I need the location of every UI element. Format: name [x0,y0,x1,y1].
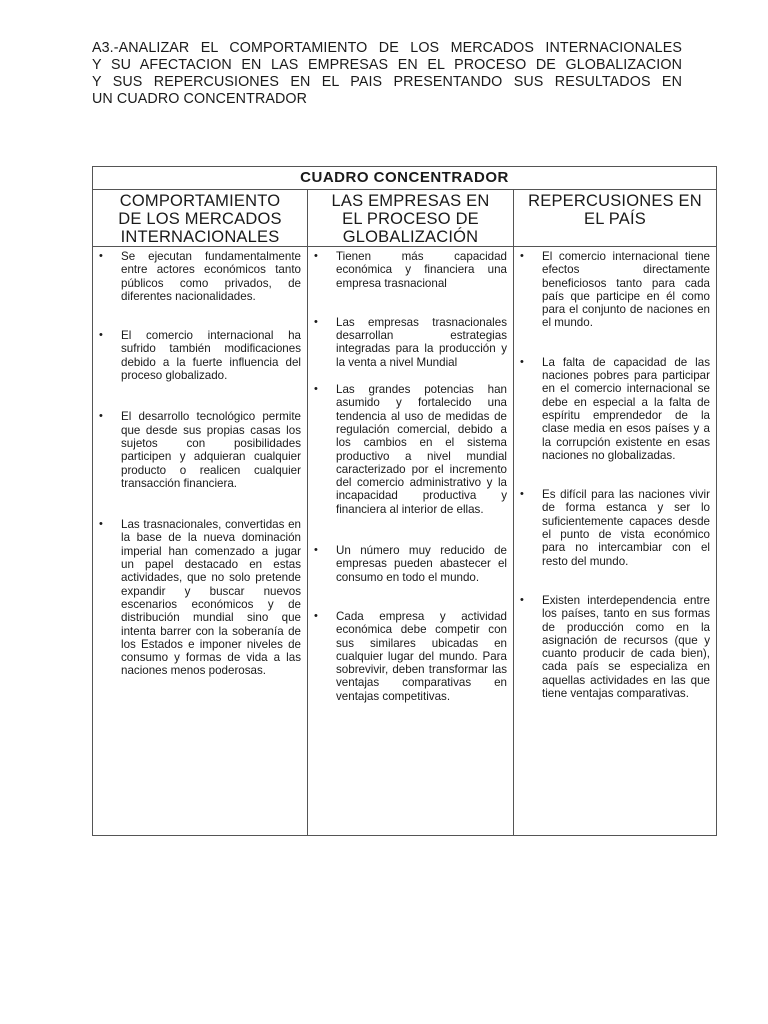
column-header-line: DE LOS MERCADOS [118,210,282,228]
list-item [314,610,507,703]
list-item [314,316,507,369]
list-item [520,488,710,568]
list-item-text: Cada empresa y actividad económica debe competir con sus similares ubicadas en cualquier lugar del mundo. Para sobrevivir, deben transformar las ventajas comparativas en ventajas competitivas. [336,609,507,703]
bullet-list [520,250,710,700]
list-item [99,410,301,490]
list-item [314,383,507,516]
bullet-icon: • [99,518,103,531]
list-item-text: Tienen más capacidad económica y financiera una empresa trasnacional [336,250,507,290]
column-header-line: GLOBALIZACIÓN [342,228,479,246]
column-header [93,190,307,247]
concentrator-table [92,166,717,836]
column-mercados [93,190,307,835]
list-item-text: Un número muy reducido de empresas pueden abastecer el consumo en todo el mundo. [336,544,507,584]
heading-line-3: Y SUS REPERCUSIONES EN EL PAIS PRESENTANDO SUS RESULTADOS EN [92,74,682,90]
bullet-icon: • [314,544,318,557]
bullet-icon: • [314,315,318,328]
list-item-text: Las grandes potencias han asumido y fortalecido una tendencia al uso de medidas de regulación comercial, debido a los cambios en el sistema productivo a nivel mundial caracterizado por el incremento del comercio administrativo y la incapacidad productiva y financiera al interior de ellas. [336,383,507,516]
list-item [99,329,301,382]
heading-line-4: UN CUADRO CONCENTRADOR [92,91,308,107]
list-item [314,544,507,584]
document-heading [92,40,682,108]
list-item [520,356,710,462]
heading-line-1: A3.-ANALIZAR EL COMPORTAMIENTO DE LOS MERCADOS INTERNACIONALES [92,40,682,56]
column-header-line: COMPORTAMIENTO [119,192,281,210]
bullet-icon: • [520,488,524,501]
list-item-text: Las empresas trasnacionales desarrollan estrategias integradas para la producción y la venta a nivel Mundial [336,315,507,369]
bullet-icon: • [314,250,318,262]
list-item [99,518,301,678]
column-header [308,190,513,247]
column-header-line: REPERCUSIONES EN [528,192,702,210]
list-item-text: El desarrollo tecnológico permite que desde sus propias casas los sujetos con posibilidades participen y adquieran cualquier producto o realicen cualquier transacción financiera. [121,410,301,490]
bullet-icon: • [314,383,318,396]
list-item-text: Se ejecutan fundamentalmente entre actores económicos tanto públicos como privados, de diferentes nacionalidades. [121,250,301,303]
column-header-line: INTERNACIONALES [120,228,280,246]
table-title: CUADRO CONCENTRADOR [93,167,716,190]
list-item-text: Es difícil para las naciones vivir de forma estanca y ser lo suficientemente capaces desde el punto de vista económico para no intercambiar con el resto del mundo. [542,488,710,568]
bullet-icon: • [520,250,524,262]
column-header [514,190,716,247]
column-header-line: EL PAÍS [584,210,646,228]
list-item-text: El comercio internacional ha sufrido también modificaciones debido a la fuerte influencia del proceso globalizado. [121,329,301,383]
heading-line-2: Y SU AFECTACION EN LAS EMPRESAS EN EL PROCESO DE GLOBALIZACION [92,57,682,73]
column-repercusiones [513,190,716,835]
list-item-text: Existen interdependencia entre los países, tanto en sus formas de producción como en la asignación de recursos (que y cuanto producir de cada bien), cada país se especializa en aquellas actividades en las que tiene ventajas comparativas. [542,593,710,701]
list-item [314,250,507,290]
list-item [520,594,710,700]
bullet-icon: • [520,593,524,606]
column-empresas [307,190,513,835]
column-header-line: LAS EMPRESAS EN [331,192,490,210]
bullet-list [314,250,507,703]
list-item [99,250,301,303]
column-header-line: EL PROCESO DE [342,210,479,228]
list-item-text: Las trasnacionales, convertidas en la base de la nueva dominación imperial han comenzado a jugar un papel destacado en estas actividades, que no solo pretende expandir y buscar nuevos escenarios económicos y de distribución mundial sino que intenta barrer con la soberanía de los Estados e imponer niveles de consumo y formas de vida a las naciones menos poderosas. [121,518,301,678]
bullet-icon: • [314,609,318,622]
list-item-text: El comercio internacional tiene efectos directamente beneficiosos tanto para cada país que participe en él como para el conjunto de naciones en el mundo. [542,250,710,330]
bullet-icon: • [99,410,103,423]
list-item [520,250,710,330]
bullet-icon: • [520,355,524,368]
list-item-text: La falta de capacidad de las naciones pobres para participar en el comercio internacional se debe en especial a la falta de espíritu emprendedor de la clase media en esos países y a la corrupción existente en esas naciones no globalizadas. [542,355,710,462]
bullet-icon: • [99,250,103,262]
bullet-list [99,250,301,678]
bullet-icon: • [99,329,103,342]
